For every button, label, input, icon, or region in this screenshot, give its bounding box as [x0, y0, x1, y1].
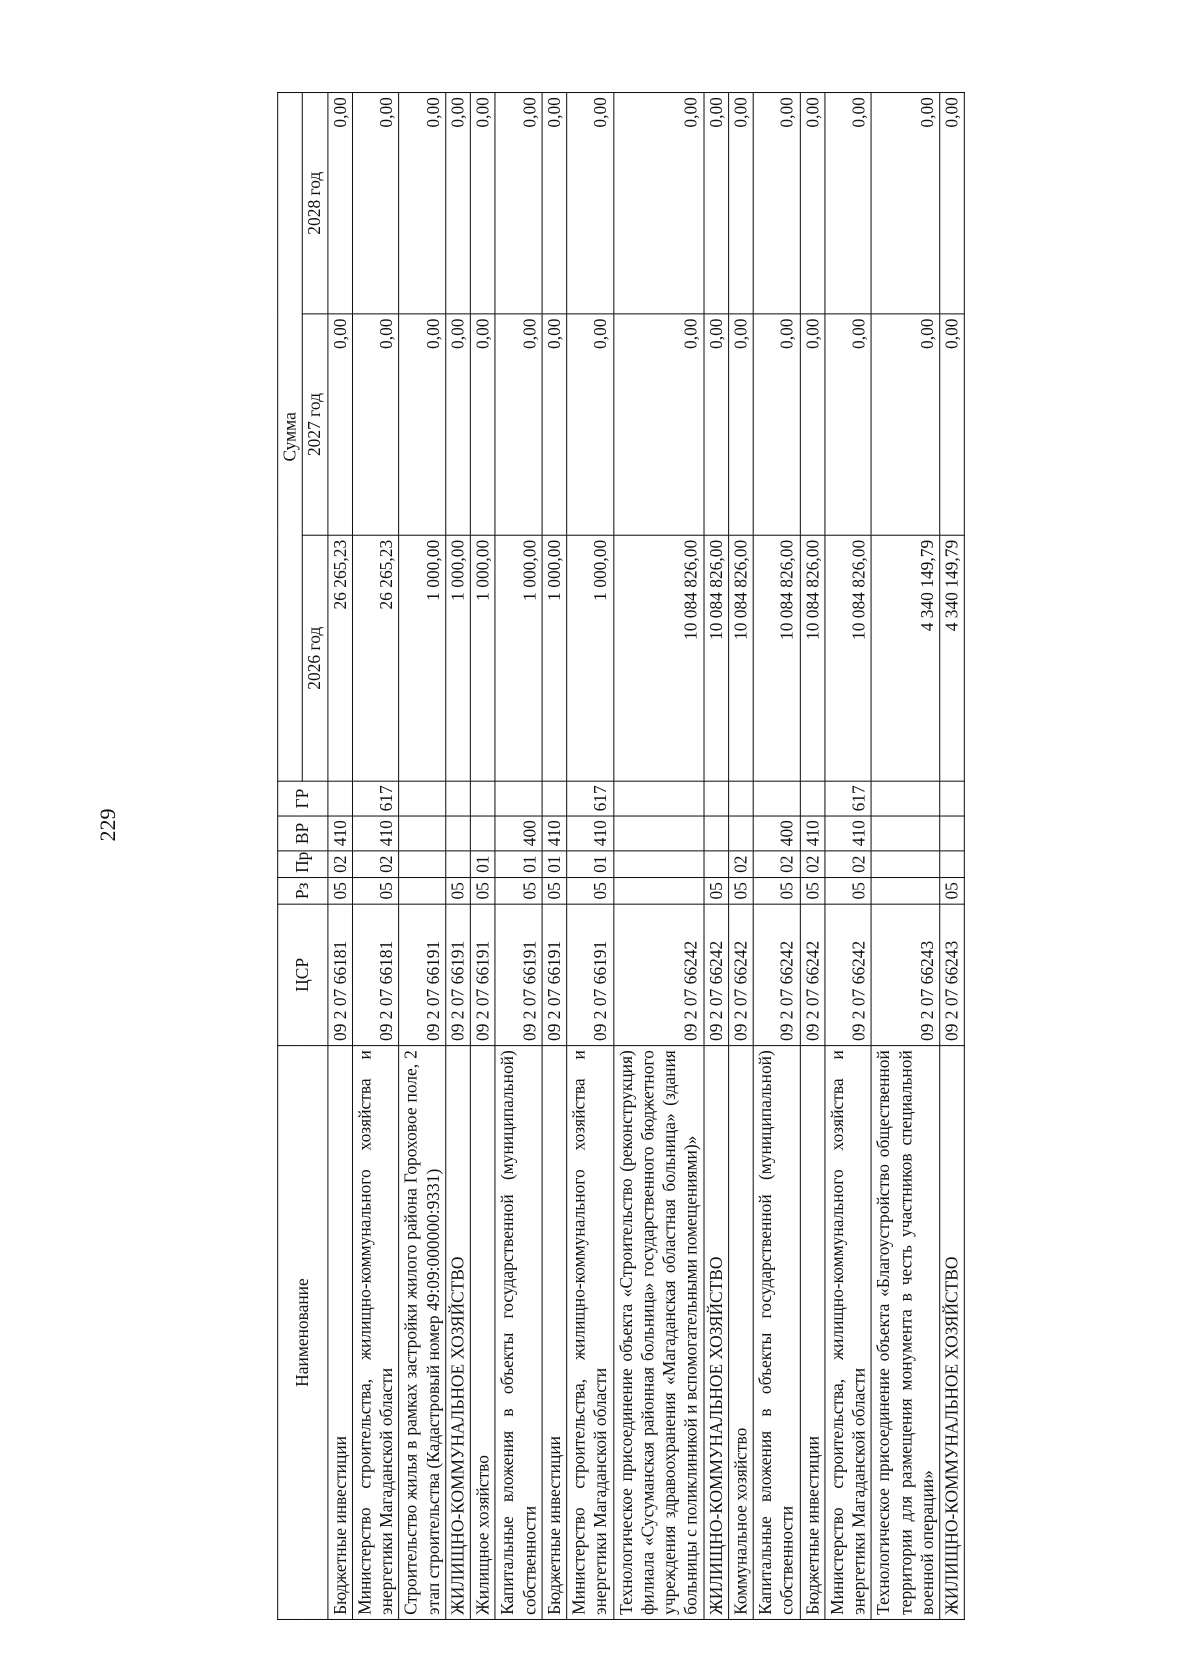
cell-vr: [703, 816, 728, 851]
cell-2027: 0,00: [800, 314, 825, 535]
cell-2026: 1 000,00: [446, 535, 471, 781]
cell-2027: 0,00: [871, 314, 939, 535]
cell-2026: 10 084 826,00: [703, 535, 728, 781]
cell-gr: [753, 781, 800, 816]
cell-csr: 09 2 07 66243: [940, 904, 965, 1045]
header-gr: ГР: [278, 781, 328, 816]
cell-2027: 0,00: [728, 314, 753, 535]
header-year-2028: 2028 год: [303, 93, 328, 314]
cell-rz: 05: [470, 878, 495, 905]
cell-2026: 26 265,23: [352, 535, 399, 781]
cell-2026: 10 084 826,00: [613, 535, 703, 781]
cell-2028: 0,00: [446, 93, 471, 314]
cell-vr: [871, 816, 939, 851]
cell-csr: 09 2 07 66191: [446, 904, 471, 1045]
table-row: [940, 93, 965, 1620]
cell-name: ЖИЛИЩНО-КОММУНАЛЬНОЕ ХОЗЯЙСТВО: [703, 1046, 728, 1620]
table-row: [800, 93, 825, 1620]
cell-vr: [470, 816, 495, 851]
cell-2028: 0,00: [399, 93, 446, 314]
header-rz: Рз: [278, 878, 328, 905]
cell-2028: 0,00: [327, 93, 352, 314]
cell-vr: 410: [567, 816, 614, 851]
table-row: [613, 93, 703, 1620]
cell-2028: 0,00: [940, 93, 965, 314]
cell-gr: [470, 781, 495, 816]
cell-pr: 01: [567, 851, 614, 878]
cell-2028: 0,00: [753, 93, 800, 314]
cell-2026: 26 265,23: [327, 535, 352, 781]
cell-rz: 05: [703, 878, 728, 905]
cell-2026: 10 084 826,00: [825, 535, 872, 781]
table-row: [753, 93, 800, 1620]
cell-2027: 0,00: [495, 314, 542, 535]
cell-gr: [728, 781, 753, 816]
cell-vr: 410: [327, 816, 352, 851]
table-row: [399, 93, 446, 1620]
cell-gr: 617: [825, 781, 872, 816]
header-name: Наименование: [278, 1046, 328, 1620]
cell-2028: 0,00: [470, 93, 495, 314]
cell-2026: 10 084 826,00: [800, 535, 825, 781]
cell-gr: [495, 781, 542, 816]
cell-rz: 05: [728, 878, 753, 905]
cell-gr: [446, 781, 471, 816]
cell-pr: 01: [542, 851, 567, 878]
cell-vr: 410: [800, 816, 825, 851]
table-row: [871, 93, 939, 1620]
cell-name: Министерство строительства, жилищно-коммунального хозяйства и энергетики Магаданской области: [352, 1046, 399, 1620]
cell-pr: 02: [753, 851, 800, 878]
cell-gr: [542, 781, 567, 816]
cell-name: Министерство строительства, жилищно-коммунального хозяйства и энергетики Магаданской области: [567, 1046, 614, 1620]
cell-2026: 1 000,00: [495, 535, 542, 781]
cell-2026: 1 000,00: [470, 535, 495, 781]
cell-pr: [399, 851, 446, 878]
cell-rz: 05: [567, 878, 614, 905]
table-row: [470, 93, 495, 1620]
cell-2027: 0,00: [327, 314, 352, 535]
cell-name: ЖИЛИЩНО-КОММУНАЛЬНОЕ ХОЗЯЙСТВО: [940, 1046, 965, 1620]
cell-name: Строительство жилья в рамках застройки жилого района Гороховое поле, 2 этап строительства (Кадастровый номер 49:09:000000:9331): [399, 1046, 446, 1620]
table-body: [327, 93, 964, 1620]
cell-pr: 02: [728, 851, 753, 878]
cell-rz: 05: [352, 878, 399, 905]
cell-2026: 10 084 826,00: [728, 535, 753, 781]
cell-pr: 02: [327, 851, 352, 878]
cell-pr: [703, 851, 728, 878]
cell-vr: 410: [352, 816, 399, 851]
cell-rz: 05: [495, 878, 542, 905]
cell-rz: [399, 878, 446, 905]
cell-gr: [871, 781, 939, 816]
cell-name: Бюджетные инвестиции: [542, 1046, 567, 1620]
cell-rz: [613, 878, 703, 905]
cell-csr: 09 2 07 66191: [542, 904, 567, 1045]
cell-gr: 617: [567, 781, 614, 816]
cell-gr: [800, 781, 825, 816]
cell-rz: 05: [825, 878, 872, 905]
cell-gr: [327, 781, 352, 816]
cell-pr: [446, 851, 471, 878]
cell-2026: 4 340 149,79: [871, 535, 939, 781]
cell-name: Жилищное хозяйство: [470, 1046, 495, 1620]
cell-2027: 0,00: [446, 314, 471, 535]
cell-csr: 09 2 07 66181: [352, 904, 399, 1045]
cell-2027: 0,00: [703, 314, 728, 535]
cell-pr: 01: [470, 851, 495, 878]
table-row: [327, 93, 352, 1620]
cell-csr: 09 2 07 66242: [825, 904, 872, 1045]
cell-2028: 0,00: [825, 93, 872, 314]
cell-2027: 0,00: [567, 314, 614, 535]
cell-name: ЖИЛИЩНО-КОММУНАЛЬНОЕ ХОЗЯЙСТВО: [446, 1046, 471, 1620]
cell-vr: 410: [542, 816, 567, 851]
cell-pr: [871, 851, 939, 878]
cell-csr: 09 2 07 66191: [567, 904, 614, 1045]
cell-pr: [613, 851, 703, 878]
cell-2028: 0,00: [800, 93, 825, 314]
cell-gr: [940, 781, 965, 816]
cell-vr: [940, 816, 965, 851]
table-row: [542, 93, 567, 1620]
cell-vr: 400: [495, 816, 542, 851]
cell-2026: 1 000,00: [399, 535, 446, 781]
cell-2027: 0,00: [940, 314, 965, 535]
cell-name: Бюджетные инвестиции: [800, 1046, 825, 1620]
budget-table-rotated: [277, 92, 965, 1620]
cell-2028: 0,00: [352, 93, 399, 314]
header-pr: Пр: [278, 851, 328, 878]
cell-vr: [399, 816, 446, 851]
cell-2026: 10 084 826,00: [753, 535, 800, 781]
cell-pr: 02: [800, 851, 825, 878]
cell-csr: 09 2 07 66242: [800, 904, 825, 1045]
cell-csr: 09 2 07 66181: [327, 904, 352, 1045]
cell-name: Технологическое присоединение объекта «Благоустройство общественной территории для размещения монумента в честь участников специальной военной операции»: [871, 1046, 939, 1620]
cell-2027: 0,00: [470, 314, 495, 535]
cell-2028: 0,00: [703, 93, 728, 314]
cell-2027: 0,00: [753, 314, 800, 535]
cell-rz: 05: [800, 878, 825, 905]
cell-name: Технологическое присоединение объекта «Строительство (реконструкция) филиала «Сусуманская районная больница» государственного бюджетного учреждения здравоохранения «Магаданская областная больница» (здания больницы с поликлиникой и вспомогательными помещениями)»: [613, 1046, 703, 1620]
cell-pr: 02: [352, 851, 399, 878]
cell-rz: [871, 878, 939, 905]
cell-csr: 09 2 07 66191: [470, 904, 495, 1045]
cell-name: Капитальные вложения в объекты государственной (муниципальной) собственности: [753, 1046, 800, 1620]
cell-2027: 0,00: [825, 314, 872, 535]
budget-table: [277, 92, 965, 1620]
cell-gr: 617: [352, 781, 399, 816]
cell-2027: 0,00: [542, 314, 567, 535]
cell-2026: 4 340 149,79: [940, 535, 965, 781]
cell-vr: 410: [825, 816, 872, 851]
cell-rz: 05: [542, 878, 567, 905]
header-vr: ВР: [278, 816, 328, 851]
cell-2026: 1 000,00: [542, 535, 567, 781]
table-row: [446, 93, 471, 1620]
cell-vr: 400: [753, 816, 800, 851]
cell-gr: [613, 781, 703, 816]
header-year-2027: 2027 год: [303, 314, 328, 535]
cell-csr: 09 2 07 66242: [728, 904, 753, 1045]
table-row: [703, 93, 728, 1620]
cell-pr: 02: [825, 851, 872, 878]
cell-csr: 09 2 07 66242: [753, 904, 800, 1045]
cell-2027: 0,00: [352, 314, 399, 535]
cell-csr: 09 2 07 66243: [871, 904, 939, 1045]
table-row: [728, 93, 753, 1620]
cell-2028: 0,00: [613, 93, 703, 314]
table-row: [495, 93, 542, 1620]
header-csr: ЦСР: [278, 904, 328, 1045]
cell-csr: 09 2 07 66242: [613, 904, 703, 1045]
cell-2028: 0,00: [728, 93, 753, 314]
cell-2028: 0,00: [567, 93, 614, 314]
header-sum: Сумма: [278, 93, 303, 782]
cell-rz: 05: [327, 878, 352, 905]
cell-2027: 0,00: [613, 314, 703, 535]
cell-name: Бюджетные инвестиции: [327, 1046, 352, 1620]
cell-name: Капитальные вложения в объекты государственной (муниципальной) собственности: [495, 1046, 542, 1620]
cell-2028: 0,00: [871, 93, 939, 314]
cell-rz: 05: [446, 878, 471, 905]
cell-2026: 1 000,00: [567, 535, 614, 781]
cell-pr: 01: [495, 851, 542, 878]
cell-vr: [613, 816, 703, 851]
cell-2028: 0,00: [542, 93, 567, 314]
cell-name: Коммунальное хозяйство: [728, 1046, 753, 1620]
cell-csr: 09 2 07 66242: [703, 904, 728, 1045]
cell-2027: 0,00: [399, 314, 446, 535]
cell-pr: [940, 851, 965, 878]
cell-rz: 05: [753, 878, 800, 905]
table-row: [352, 93, 399, 1620]
cell-name: Министерство строительства, жилищно-коммунального хозяйства и энергетики Магаданской области: [825, 1046, 872, 1620]
cell-csr: 09 2 07 66191: [495, 904, 542, 1045]
cell-2028: 0,00: [495, 93, 542, 314]
table-row: [567, 93, 614, 1620]
cell-vr: [728, 816, 753, 851]
page-number: 229: [95, 808, 120, 842]
cell-gr: [399, 781, 446, 816]
header-year-2026: 2026 год: [303, 535, 328, 781]
cell-csr: 09 2 07 66191: [399, 904, 446, 1045]
table-row: [825, 93, 872, 1620]
cell-vr: [446, 816, 471, 851]
cell-gr: [703, 781, 728, 816]
cell-rz: 05: [940, 878, 965, 905]
